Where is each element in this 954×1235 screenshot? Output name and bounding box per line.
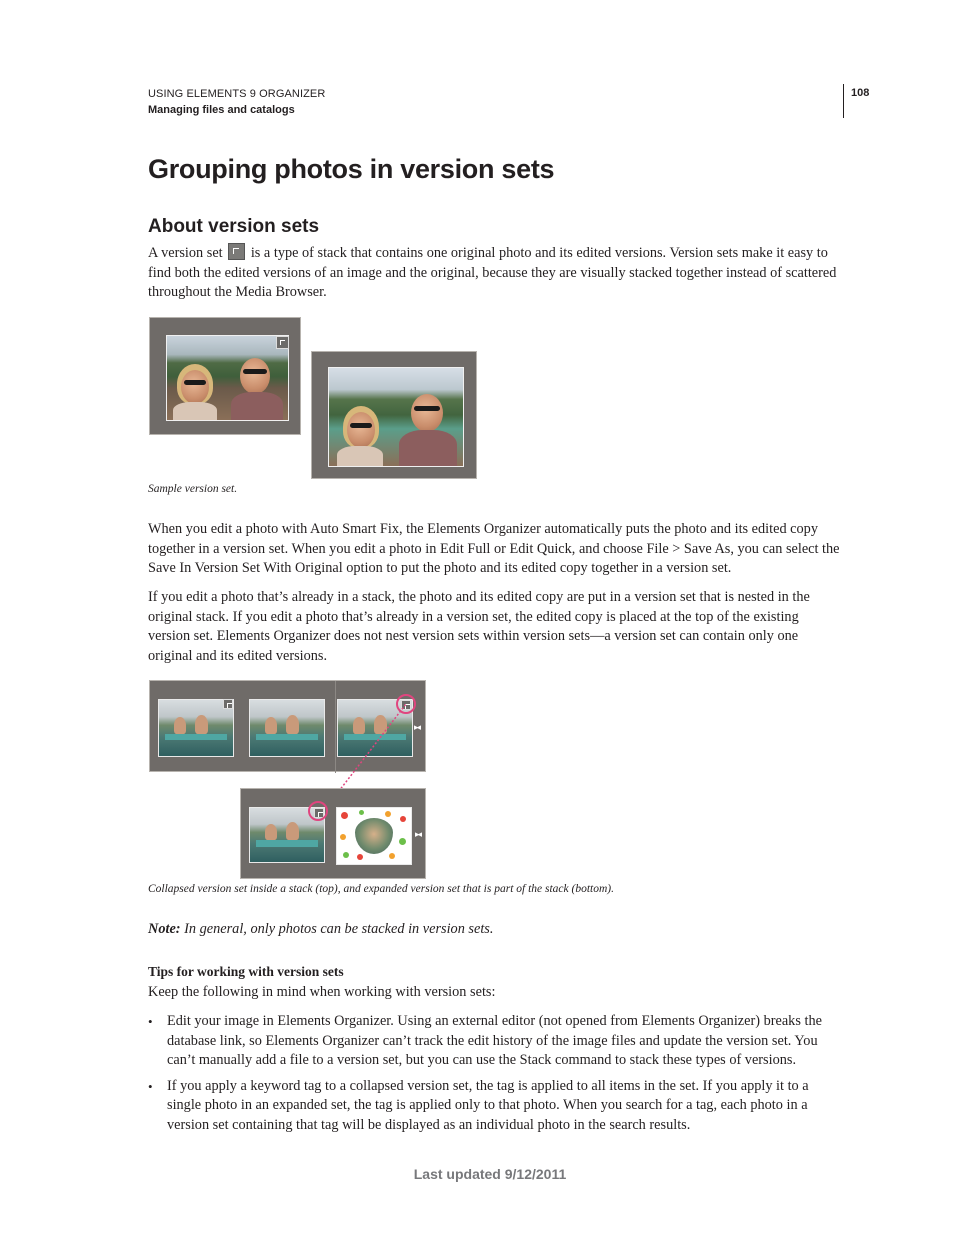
- tips-list: [148, 1012, 840, 1142]
- note-text: In general, only photos can be stacked in version sets.: [184, 921, 494, 937]
- figure-caption-1: Sample version set.: [148, 483, 238, 495]
- running-header-title: USING ELEMENTS 9 ORGANIZER: [148, 88, 326, 100]
- version-set-icon-highlight: [308, 801, 328, 821]
- tips-heading: Tips for working with version sets: [148, 964, 344, 979]
- collapse-arrows-icon[interactable]: ▸◂: [415, 829, 421, 839]
- edited-heart-thumbnail: [336, 807, 412, 865]
- figure-sample-version-set: [149, 317, 479, 481]
- edited-photo: [328, 367, 464, 467]
- version-set-icon: [276, 336, 289, 349]
- page-number: 108: [851, 87, 870, 99]
- note-label: Note:: [148, 921, 181, 937]
- figure-caption-2: Collapsed version set inside a stack (top), and expanded version set that is part of the stack (bottom).: [148, 883, 614, 895]
- version-set-icon: [228, 243, 245, 260]
- figure-stack-version-set: [149, 680, 429, 880]
- page-title: Grouping photos in version sets: [148, 154, 555, 184]
- header-divider: [843, 84, 844, 118]
- intro-text-rest: is a type of stack that contains one original photo and its edited versions. Version sets make it easy to find both the edited versions of an image and the original, because they are visually stacked together instead of scattered throughout the Media Browser.: [148, 245, 837, 301]
- intro-text-start: A version set: [148, 245, 223, 261]
- running-header-subtitle: Managing files and catalogs: [148, 104, 295, 116]
- paragraph-auto-smart-fix: When you edit a photo with Auto Smart Fix, the Elements Organizer automatically puts the photo and its edited copy together in a version set. When you edit a photo in Edit Full or Edit Quick, and choose File > Save As, you can select the Save In Version Set With Original option to put the photo and its edited copy together in a version set.: [148, 521, 840, 577]
- note: [148, 920, 840, 940]
- list-item: • Edit your image in Elements Organizer. Using an external editor (not opened from Elements Organizer) breaks the database link, so Elements Organizer can’t track the edit history of the image files and update the version set. You can’t manually add a file to a version set, but you can use the Stack command to stack these types of versions.: [148, 1012, 840, 1071]
- intro-paragraph: [148, 243, 840, 303]
- version-set-photo: [166, 335, 289, 421]
- page-footer: Last updated 9/12/2011: [413, 1166, 567, 1182]
- edited-photo-frame: [311, 351, 477, 479]
- tips-intro: Keep the following in mind when working with version sets:: [148, 984, 496, 1000]
- expanded-version-set-strip: [240, 788, 426, 879]
- version-set-thumbnail-frame: [149, 317, 301, 435]
- paragraph-nesting: If you edit a photo that’s already in a stack, the photo and its edited copy are put in a version set that is nested in the original stack. If you edit a photo that’s already in a version set, the edited copy is placed at the top of the existing version set. Elements Organizer does not nest version sets within version sets—a version set can contain only one original and its edited versions.: [148, 589, 810, 664]
- section-title: About version sets: [148, 216, 320, 237]
- expand-arrows-icon[interactable]: ▸◂: [414, 722, 420, 732]
- list-item: • If you apply a keyword tag to a collapsed version set, the tag is applied to all items in the set. If you apply it to a single photo in an expanded set, the tag is applied only to that photo. When you search for a tag, each photo in a version set containing that tag will be displayed as an individual photo in the search results.: [148, 1077, 840, 1136]
